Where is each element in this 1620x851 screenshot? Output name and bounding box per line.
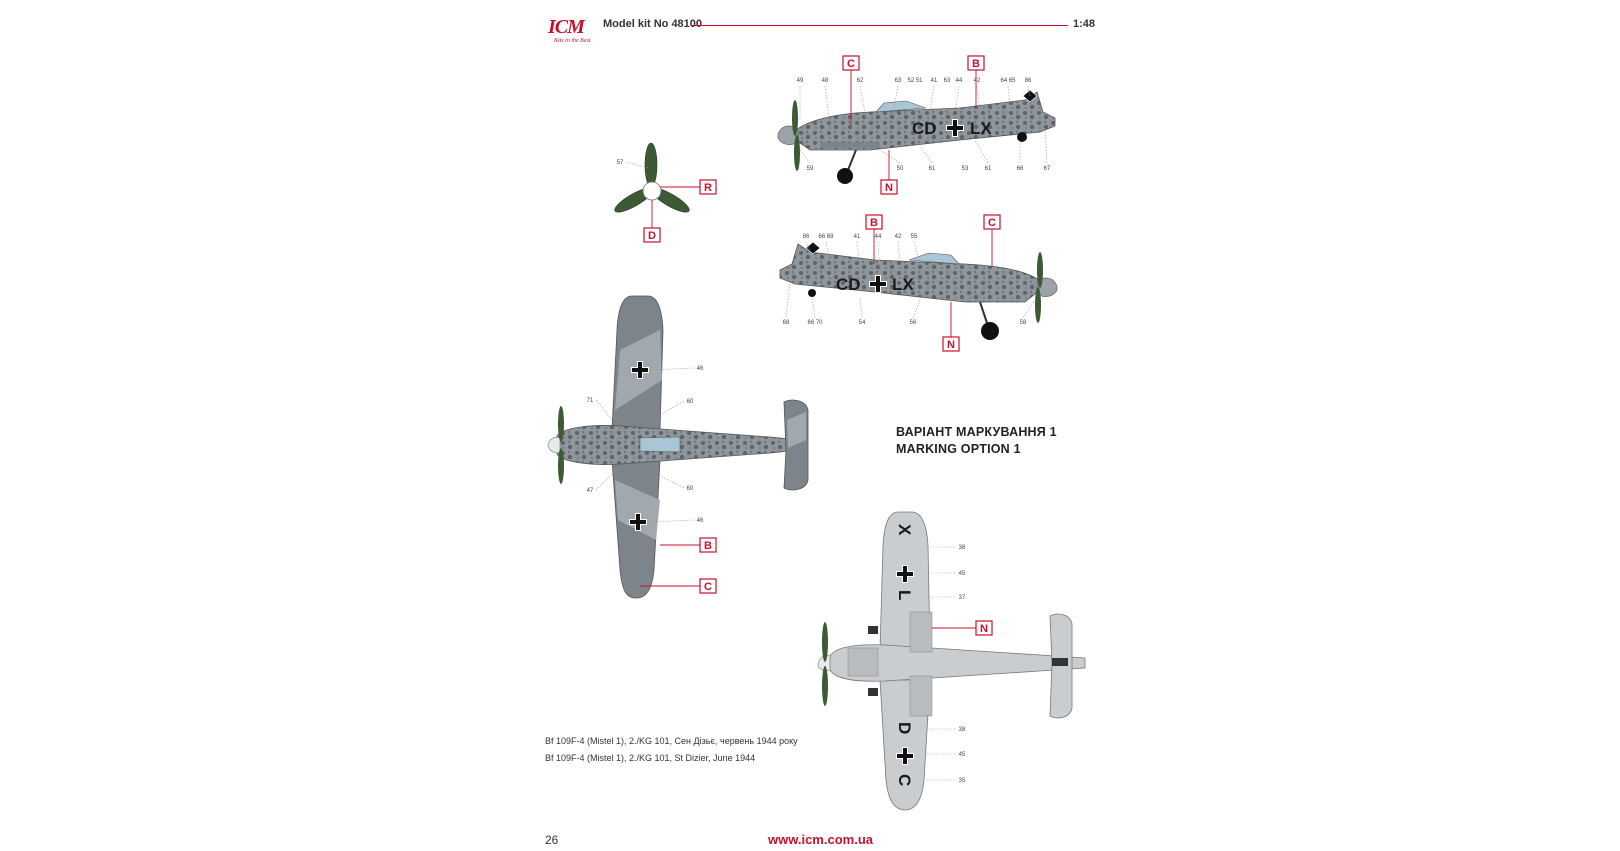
svg-text:66 69: 66 69 <box>818 234 834 240</box>
callout-c-top-view <box>700 579 716 593</box>
svg-text:60: 60 <box>686 399 694 405</box>
svg-text:38: 38 <box>958 545 966 551</box>
callout-d-propeller <box>644 228 660 242</box>
svg-text:38: 38 <box>958 727 966 733</box>
caption-en: Bf 109F-4 (Mistel 1), 2./KG 101, St Dizier, June 1944 <box>545 753 756 763</box>
svg-text:67: 67 <box>1043 166 1051 172</box>
right-profile-code-b: LX <box>892 275 914 294</box>
callout-n-bottom-view <box>976 621 992 635</box>
callout-c-left-profile <box>843 56 859 70</box>
svg-text:B: B <box>870 217 878 229</box>
underwing-left-code-b: C <box>895 774 914 787</box>
callout-r-propeller <box>700 180 716 194</box>
callout-b-top-view <box>700 538 716 552</box>
scale-label: 1:48 <box>1073 18 1096 30</box>
svg-text:47: 47 <box>586 488 594 494</box>
svg-text:59: 59 <box>806 166 814 172</box>
svg-text:66 70: 66 70 <box>807 320 823 326</box>
callout-n-left-profile <box>881 180 897 194</box>
underwing-left-code-a: D <box>895 722 914 735</box>
callout-b-right-profile <box>866 215 882 229</box>
svg-text:D: D <box>648 230 656 242</box>
svg-text:56: 56 <box>909 320 917 326</box>
marking-option-title-ua: ВАРІАНТ МАРКУВАННЯ 1 <box>896 425 1057 439</box>
svg-text:B: B <box>972 58 980 70</box>
svg-text:57: 57 <box>616 160 624 166</box>
top-view <box>548 296 808 598</box>
kit-number: Model kit No 48100 <box>603 18 703 30</box>
svg-text:50: 50 <box>896 166 904 172</box>
svg-text:48: 48 <box>821 78 829 84</box>
bottom-view <box>818 512 1085 810</box>
svg-text:71: 71 <box>586 398 594 404</box>
underwing-right-code-b: L <box>895 590 914 601</box>
logo-text: ICM <box>548 16 584 38</box>
svg-text:58: 58 <box>1019 320 1027 326</box>
svg-text:44: 44 <box>955 78 963 84</box>
svg-text:N: N <box>885 182 893 194</box>
svg-text:44: 44 <box>874 234 882 240</box>
left-profile-code-a: CD <box>912 119 937 138</box>
svg-text:60: 60 <box>686 486 694 492</box>
svg-text:N: N <box>947 339 955 351</box>
left-profile-code-b: LX <box>970 119 992 138</box>
svg-text:62: 62 <box>856 78 864 84</box>
svg-text:63: 63 <box>894 78 902 84</box>
svg-text:64 65: 64 65 <box>1000 78 1016 84</box>
svg-text:42: 42 <box>973 78 981 84</box>
svg-text:55: 55 <box>910 234 918 240</box>
svg-text:C: C <box>847 58 855 70</box>
svg-text:C: C <box>704 581 712 593</box>
svg-text:R: R <box>704 182 712 194</box>
svg-text:N: N <box>980 623 988 635</box>
svg-text:C: C <box>988 217 996 229</box>
svg-text:42: 42 <box>894 234 902 240</box>
svg-text:41: 41 <box>930 78 938 84</box>
svg-text:41: 41 <box>853 234 861 240</box>
svg-text:53: 53 <box>961 166 969 172</box>
svg-text:63: 63 <box>943 78 951 84</box>
svg-text:37: 37 <box>958 595 966 601</box>
svg-text:B: B <box>704 540 712 552</box>
svg-text:49: 49 <box>796 78 804 84</box>
right-profile-code-a: CD <box>836 275 861 294</box>
logo-tagline: Kits in the Best <box>554 38 591 44</box>
svg-text:61: 61 <box>984 166 992 172</box>
svg-text:46: 46 <box>696 366 704 372</box>
marking-option-title <box>896 424 1057 458</box>
callout-b-left-profile <box>968 56 984 70</box>
callout-c-right-profile <box>984 215 1000 229</box>
svg-text:66: 66 <box>1016 166 1024 172</box>
svg-text:86: 86 <box>802 234 810 240</box>
underwing-right-code-a: X <box>895 524 914 536</box>
svg-text:68: 68 <box>782 320 790 326</box>
svg-text:35: 35 <box>958 778 966 784</box>
svg-text:45: 45 <box>958 571 966 577</box>
page-number: 26 <box>545 833 559 847</box>
caption-ua: Bf 109F-4 (Mistel 1), 2./KG 101, Сен Дізьє, червень 1944 року <box>545 736 798 746</box>
callout-n-right-profile <box>943 337 959 351</box>
svg-text:61: 61 <box>928 166 936 172</box>
svg-text:45: 45 <box>958 752 966 758</box>
website-link[interactable]: www.icm.com.ua <box>768 832 873 847</box>
svg-text:46: 46 <box>696 518 704 524</box>
marking-option-title-en: MARKING OPTION 1 <box>896 442 1021 456</box>
left-profile-view <box>778 90 1055 184</box>
svg-text:54: 54 <box>858 320 866 326</box>
svg-text:86: 86 <box>1024 78 1032 84</box>
svg-text:52 51: 52 51 <box>907 78 923 84</box>
